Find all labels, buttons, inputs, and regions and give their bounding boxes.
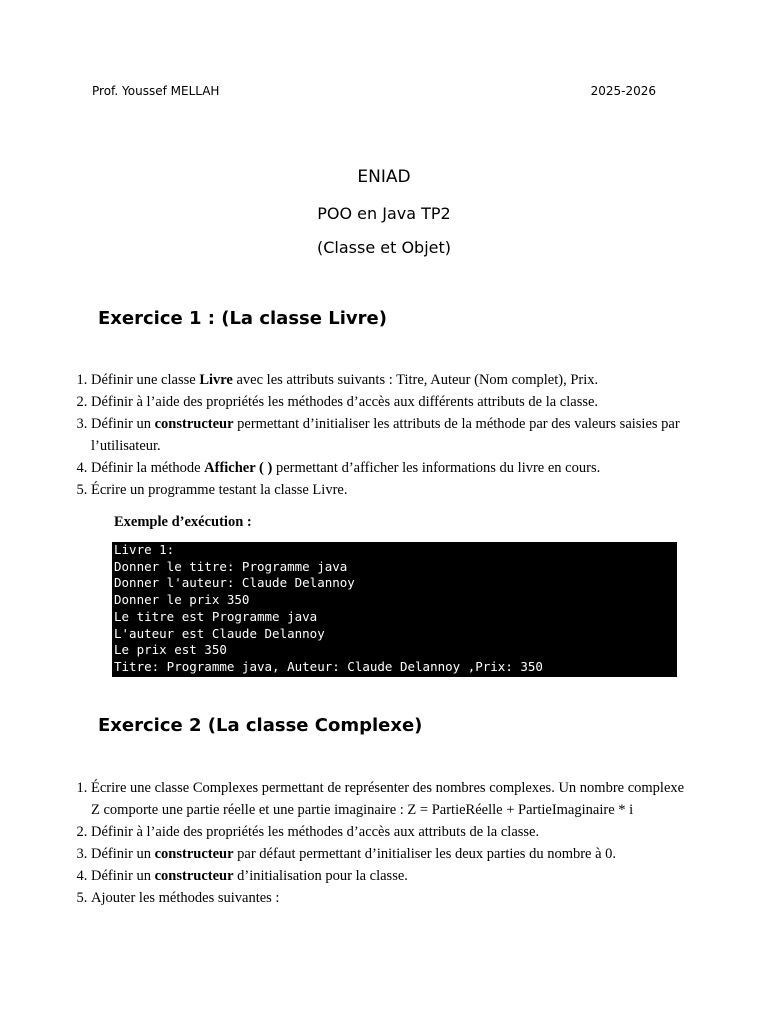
console-line: Donner l'auteur: Claude Delannoy (114, 575, 355, 591)
academic-year: 2025-2026 (590, 84, 656, 98)
topic-title: (Classe et Objet) (316, 238, 452, 257)
author-name: Prof. Youssef MELLAH (92, 84, 220, 98)
list-item: 3. Définir un constructeur par défaut permettant d’initialiser les deux parties du nombre à 0. (91, 843, 691, 865)
console-line: L'auteur est Claude Delannoy (114, 625, 325, 641)
exercise1-heading: Exercice 1 : (La classe Livre) (98, 308, 387, 329)
list-item: 5. Ajouter les méthodes suivantes : (91, 887, 691, 909)
exercise2-heading: Exercice 2 (La classe Complexe) (98, 715, 423, 736)
list-item: 4. Définir la méthode Afficher ( ) permettant d’afficher les informations du livre en cours. (91, 457, 691, 479)
list-item: 1. Définir une classe Livre avec les attributs suivants : Titre, Auteur (Nom complet), Prix. (91, 369, 691, 391)
list-item: 1. Écrire une classe Complexes permettant de représenter des nombres complexes. Un nombre complexe Z comporte une partie réelle et une partie imaginaire : Z = PartieRéelle + PartieImaginaire * i (91, 777, 691, 821)
console-line: Le prix est 350 (114, 642, 227, 658)
course-title: POO en Java TP2 (317, 204, 451, 223)
console-line: Le titre est Programme java (114, 608, 318, 624)
school-title: ENIAD (357, 167, 411, 187)
console-output (112, 542, 677, 677)
console-line: Donner le titre: Programme java (114, 558, 348, 574)
list-item: 5. Écrire un programme testant la classe Livre. (91, 479, 691, 501)
console-line: Livre 1: (114, 542, 175, 557)
list-item: 2. Définir à l’aide des propriétés les méthodes d’accès aux différents attributs de la classe. (91, 391, 691, 413)
list-item: 3. Définir un constructeur permettant d’initialiser les attributs de la méthode par des valeurs saisies par l’utilisateur. (91, 413, 691, 457)
exercise2-list (58, 777, 691, 909)
console-line: Titre: Programme java, Auteur: Claude Delannoy ,Prix: 350 (114, 658, 543, 674)
list-item: 2. Définir à l’aide des propriétés les méthodes d’accès aux attributs de la classe. (91, 821, 691, 843)
console-line: Donner le prix 350 (114, 592, 250, 608)
exercise1-list (58, 369, 691, 501)
list-item: 4. Définir un constructeur d’initialisation pour la classe. (91, 865, 691, 887)
example-label: Exemple d’exécution : (114, 514, 252, 530)
